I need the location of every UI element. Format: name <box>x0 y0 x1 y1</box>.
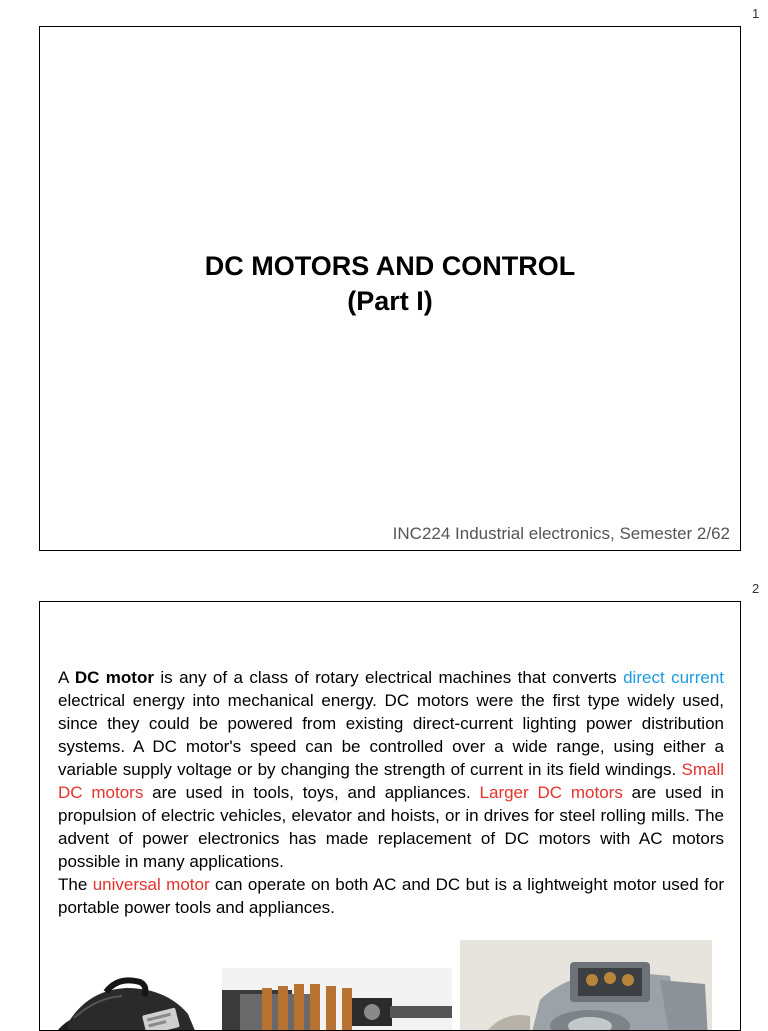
text-run: The <box>58 875 93 894</box>
text-run: can operate on both AC and DC but is a lightweight motor used for portable power tools and appliances. <box>58 875 724 917</box>
title-line-2: (Part I) <box>347 286 433 316</box>
term-dc-motor: DC motor <box>74 668 154 687</box>
body-text <box>58 666 724 919</box>
page-number-1: 1 <box>752 6 760 21</box>
title-line-1: DC MOTORS AND CONTROL <box>204 251 576 281</box>
highlight-small-dc-motors: Small DC motors <box>58 760 724 802</box>
text-run: is any of a class of rotary electrical machines that converts <box>153 668 624 687</box>
course-footer: INC224 Industrial electronics, Semester 2/62 <box>392 524 730 543</box>
slide-2 <box>39 601 741 1031</box>
highlight-universal-motor: universal motor <box>92 875 210 894</box>
text-run: A <box>58 668 75 687</box>
motor-photo-black-dc-motor <box>48 968 208 1031</box>
paragraph-dc-motor <box>58 666 724 873</box>
motor-photo-armature <box>222 968 452 1031</box>
highlight-larger-dc-motors: Larger DC motors <box>479 783 623 802</box>
text-run: are used in tools, toys, and appliances. <box>143 783 480 802</box>
text-run: electrical energy into mechanical energy. DC motors were the first type widely used, since they could be powered from existing direct-current lighting power distribution systems. A DC motor's speed can be controlled over a wide range, using either a variable supply voltage or by changing the strength of current in its field windings. <box>58 691 724 779</box>
slide-title <box>40 249 740 319</box>
page-number-2: 2 <box>752 581 760 596</box>
text-run: are used in propulsion of electric vehicles, elevator and hoists, or in drives for steel rolling mills. The advent of power electronics has made replacement of DC motors with AC motors possible in many applications. <box>58 783 724 871</box>
paragraph-universal-motor <box>58 873 724 919</box>
slide-1 <box>39 26 741 551</box>
motor-photo-universal-motor <box>460 940 712 1031</box>
link-direct-current[interactable]: direct current <box>623 668 724 687</box>
